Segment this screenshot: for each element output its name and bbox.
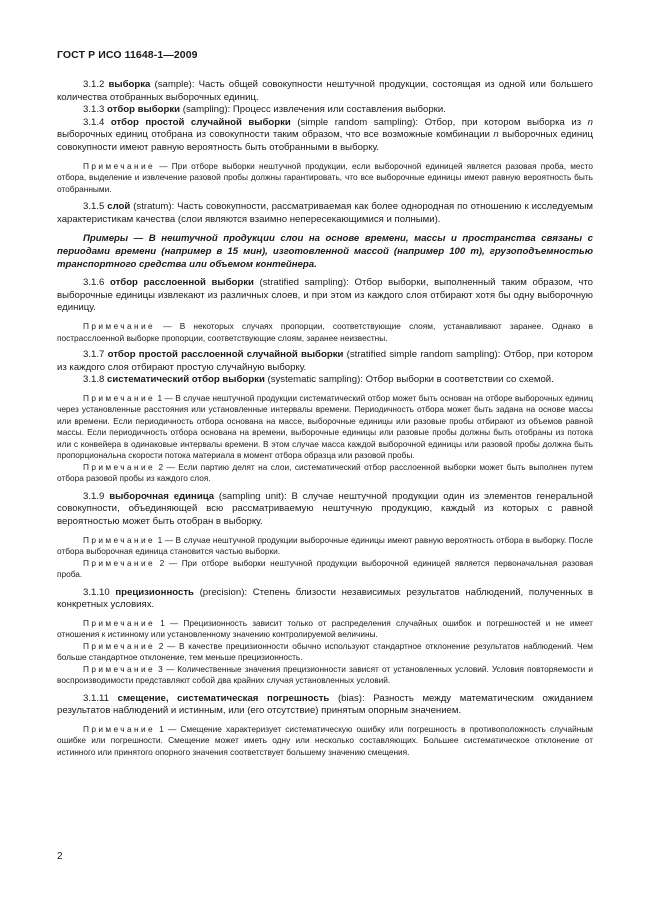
clause-number: 3.1.2 xyxy=(83,79,105,90)
note-text: 1 — Смещение характеризует систематическую ошибку или погрешность в противоположность случайным ошибке или погрешности. Смещение может иметь одну или несколько составляющих. Большее систематическое отклонение от истинного или принятого опорного значения соответствует большему значению смещения. xyxy=(57,723,593,757)
page-number: 2 xyxy=(57,851,63,862)
note-text: 2 — В качестве прецизионности обычно используют стандартное отклонение результатов наблюдений. Чем больше стандартное отклонение, тем меньше прецизионность. xyxy=(57,640,593,663)
clause-number: 3.1.8 xyxy=(83,374,105,386)
note-3-1-8-1 xyxy=(57,393,593,462)
definition-text: (sample): Часть общей совокупности нештучной продукции, состоящая из одной или большего количества отобранных выборочных единиц. xyxy=(57,79,593,103)
definition-text: (systematic sampling): Отбор выборки в соответствии со схемой. xyxy=(264,374,554,386)
clause-number: 3.1.7 xyxy=(83,349,105,361)
note-label: Примечание xyxy=(83,461,156,472)
definition-text: выборочных единиц отобрана из совокупности таким образом, что все возможные комбинации xyxy=(57,129,494,141)
definition-3-1-3 xyxy=(57,104,593,117)
variable-n: n xyxy=(587,116,594,128)
term: выборка xyxy=(108,79,151,90)
definition-3-1-9 xyxy=(57,491,593,529)
note-label: Примечание xyxy=(83,723,156,734)
definition-3-1-5 xyxy=(57,201,593,226)
variable-n: n xyxy=(493,129,499,141)
note-text: 3 — Количественные значения прецизионности зависят от установленных условий. Условия повторяемости и воспроизводимости представляют собой два крайних случая установленных условий. xyxy=(57,663,593,686)
note-3-1-9-2 xyxy=(57,558,593,581)
definition-3-1-11 xyxy=(57,693,593,718)
definition-3-1-8 xyxy=(57,374,593,387)
document-body xyxy=(57,79,593,758)
note-3-1-10-3 xyxy=(57,664,593,687)
note-text: 1 — В случае нештучной продукции систематический отбор может быть основан на отборе выборочных единиц через установленные расстояния или установленные интервалы времени. Периодичность отбора может быть задана на основе массы или времени. Если периодичность отбора основана на массе, выборочные единицы или разовые пробы отбирают из объемов равной массы. Если периодичность отбора основана на времени, выборочные единицы или разовые пробы должны быть отобраны из потока или с конвейера в одинаковые интервалы времени. В этом случае масса каждой выборочной единицы или разовой пробы должна быть пропорциональна скорости потока материала в момент отбора образца или разовой пробы. xyxy=(57,392,593,461)
document-header: ГОСТ Р ИСО 11648-1—2009 xyxy=(57,49,198,61)
definition-3-1-7 xyxy=(57,349,593,374)
term: слой xyxy=(107,201,131,213)
term: смещение, систематическая погрешность xyxy=(117,692,330,704)
note-text: 2 — Если партию делят на слои, систематический отбор расслоенной выборки может быть выполнен путем отбора разовой пробы из каждого слоя. xyxy=(57,461,593,484)
note-label: Примечание xyxy=(83,617,156,628)
note-3-1-8-2 xyxy=(57,462,593,485)
term: выборочная единица xyxy=(109,490,215,502)
definition-text: (sampling): Процесс извлечения или составления выборки. xyxy=(180,104,446,116)
note-text: — В некоторых случаях пропорции, соответствующие слоям, устанавливают заранее. Однако в пострасслоенной выборке пропорции, соответствующие слоям, заранее неизвестны. xyxy=(57,321,593,343)
definition-text: (precision): Степень близости независимых результатов наблюдений, полученных в конкретных условиях. xyxy=(57,586,593,611)
definition-3-1-6 xyxy=(57,277,593,315)
note-3-1-10-1 xyxy=(57,618,593,641)
definition-text: (sampling unit): В случае нештучной продукции один из элементов генеральной совокупности, объединяющей всю рассматриваемую нештучную продукцию, каждый из которых с равной вероятностью может быть отобран в выборку. xyxy=(57,490,593,527)
note-text: 1 — Прецизионность зависит только от распределения случайных ошибок и погрешностей и не имеет отношения к истинному или установленному значению контролируемой величины. xyxy=(57,617,593,640)
note-3-1-9-1 xyxy=(57,535,593,558)
term: прецизионность xyxy=(115,586,194,598)
note-label: Примечание xyxy=(83,640,156,651)
definition-text: (bias): Разность между математическим ожиданием результатов наблюдений и истинным, или (его отсутствие) принятым опорным значением. xyxy=(57,692,593,717)
term: отбор расслоенной выборки xyxy=(109,277,254,289)
definition-text: (stratified simple random sampling): Отбор, при котором из каждого слоя отбирают простую случайную выборку. xyxy=(57,349,593,373)
term: отбор выборки xyxy=(107,104,181,116)
examples-3-1-5: Примеры — В нештучной продукции слои на основе времени, массы и пространства связаны с периодами времени (например в 15 мин), изготовленной массой (например 100 т), грузоподъемностью транспортного средства или объемом контейнера. xyxy=(57,233,593,271)
term: отбор простой расслоенной случайной выборки xyxy=(107,349,344,361)
definition-text: (stratum): Часть совокупности, рассматриваемая как более однородная по отношению к исследуемым характеристикам качества (слои являются взаимно непересекающимися и полными). xyxy=(57,201,593,225)
note-3-1-6 xyxy=(57,321,593,344)
note-text: 2 — При отборе выборки нештучной продукции выборочной единицей является первоначальная разовая проба. xyxy=(57,557,593,580)
note-label: Примечание xyxy=(83,534,156,545)
note-label: Примечание xyxy=(83,557,156,568)
definition-text: (stratified sampling): Отбор выборки, выполненный таким образом, что выборочные единицы извлекают из различных слоев, и при этом из каждого слоя отбирают хотя бы одну выборочную единицу. xyxy=(57,277,593,314)
note-3-1-11-1 xyxy=(57,724,593,759)
definition-3-1-4 xyxy=(57,117,593,155)
term: систематический отбор выборки xyxy=(107,374,265,386)
term: отбор простой случайной выборки xyxy=(110,116,291,128)
note-text: — При отборе выборки нештучной продукции, если выборочной единицей является разовая проба, место отбора, выделение и извлечение разовой пробы должны гарантировать, что все выборочные единицы имеют равную вероятность быть отобранными. xyxy=(57,160,593,194)
clause-number: 3.1.10 xyxy=(83,586,110,598)
clause-number: 3.1.6 xyxy=(83,277,105,289)
note-label: Примечание xyxy=(83,321,156,332)
clause-number: 3.1.4 xyxy=(83,116,105,128)
clause-number: 3.1.3 xyxy=(83,104,105,116)
definition-text: (simple random sampling): Отбор, при котором выборка из xyxy=(290,116,588,128)
note-text: 1 — В случае нештучной продукции выборочные единицы имеют равную вероятность отбора в выборку. После отбора выборочная единица становится частью выборки. xyxy=(57,534,593,557)
clause-number: 3.1.9 xyxy=(83,490,105,502)
note-label: Примечание xyxy=(83,663,156,674)
definition-3-1-10 xyxy=(57,587,593,612)
definition-text: выборочных единиц совокупности имеют равную вероятность быть отобранными в выборку. xyxy=(57,129,594,153)
note-3-1-10-2 xyxy=(57,641,593,664)
definition-3-1-2 xyxy=(57,79,593,104)
note-label: Примечание xyxy=(83,392,156,403)
clause-number: 3.1.5 xyxy=(83,201,105,213)
note-label: Примечание xyxy=(83,160,156,171)
clause-number: 3.1.11 xyxy=(83,692,109,704)
note-3-1-4 xyxy=(57,161,593,196)
